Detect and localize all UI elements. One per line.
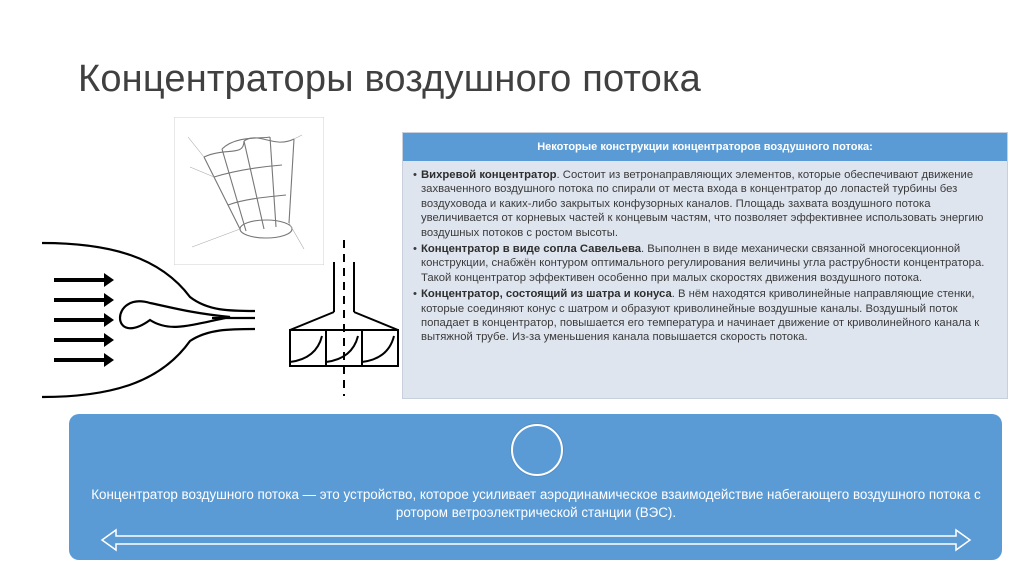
concentrator-types-panel <box>402 132 1008 399</box>
item-text: . В нём находятся криволинейные направляющие стенки, которые соединяют конус с шатром и образуют криволинейные воздушные каналы. Воздушный поток попадает в концентратор, повышается его температура и начинает движение от криволинейного канала к вытяжной трубе. Из-за уменьшения канала повышается скорость потока. <box>421 288 980 344</box>
bullet: • <box>413 243 417 256</box>
item-title: Концентратор в виде сопла Савельева <box>421 243 642 256</box>
slide-title: Концентраторы воздушного потока <box>78 58 701 100</box>
nozzle-concentrator-figure <box>40 237 290 403</box>
item-text: . Состоит из ветронаправляющих элементов, которые обеспечивают движение захваченного воздушного потока по спирали от места входа в концентратор до лопастей турбины без воздуховода и каких-либо закрытых конфузорных каналов. Площадь захвата воздушного потока увеличивается от корневых частей к концевым частям, что позволяет эффективнее использовать энергию воздушных потоков с ростом высоты. <box>421 169 984 239</box>
panel-body <box>403 161 1007 345</box>
banner-circle-decoration <box>511 424 563 476</box>
item-text: . Выполнен в виде механически связанной многосекционной конструкции, снабжён контуром оптимального регулирования величины угла раструбности концентратора. Такой концентратор эффективен особенно при малых скоростях движения воздушного потока. <box>421 243 985 284</box>
tent-cone-concentrator-figure <box>286 240 402 396</box>
list-item-tent-cone <box>413 287 997 345</box>
list-item-vortex <box>413 168 997 240</box>
bullet: • <box>413 169 417 181</box>
list-item-nozzle <box>413 242 997 285</box>
bullet: • <box>413 288 417 301</box>
item-title: Концентратор, состоящий из шатра и конуса <box>421 288 672 301</box>
item-title: Вихревой концентратор <box>421 169 557 181</box>
definition-text: Концентратор воздушного потока — это устройство, которое усиливает аэродинамическое взаимодействие набегающего воздушного потока с ротором ветроэлектрической станции (ВЭС). <box>91 487 981 520</box>
panel-header: Некоторые конструкции концентраторов воздушного потока: <box>403 133 1007 161</box>
double-arrow-icon <box>100 528 972 552</box>
